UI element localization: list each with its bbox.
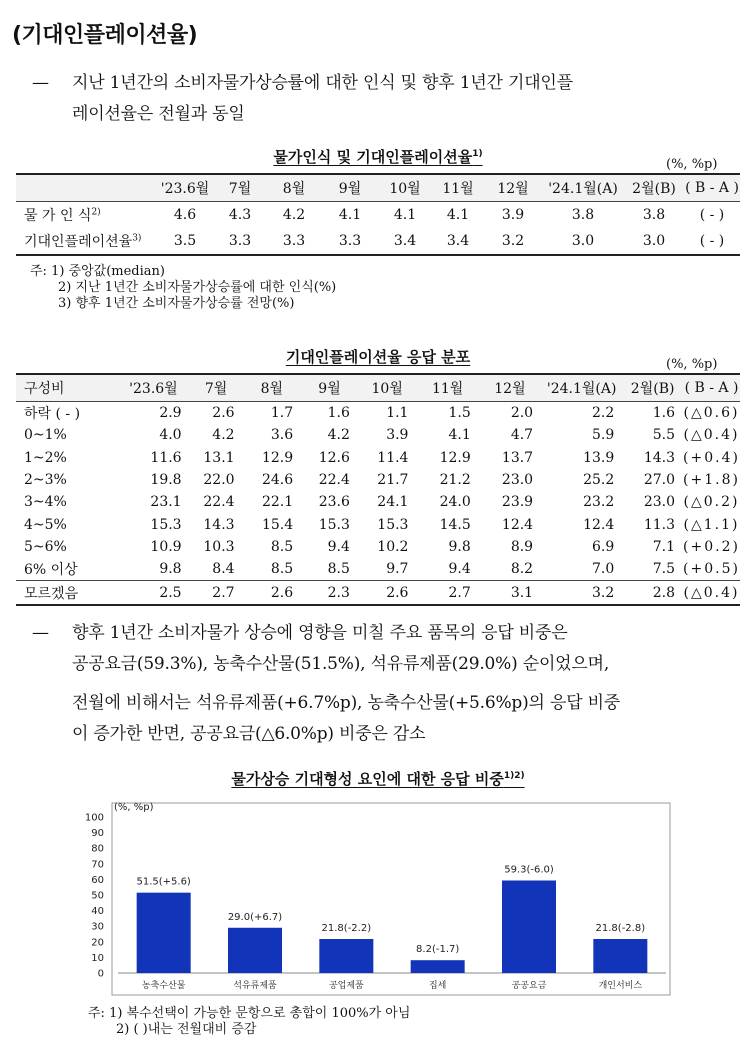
table2-header-cell: 2월(B): [630, 381, 675, 397]
table-cell: 3.2: [501, 233, 525, 249]
table-cell: 4.0: [159, 427, 182, 444]
bullet-dash: —: [32, 623, 49, 643]
table-cell: 12.4: [501, 516, 534, 533]
table-cell: 15.3: [150, 516, 182, 533]
bullet-2-line3: 전월에 비해서는 석유류제품(+6.7%p), 농축수산물(+5.6%p)의 응답 비중: [72, 693, 621, 713]
chart-title: [0, 768, 756, 789]
table-cell: 24.1: [377, 494, 409, 511]
table-cell: 2.7: [448, 584, 471, 601]
table-cell: 19.8: [150, 472, 182, 489]
table-cell: 8.5: [270, 561, 294, 578]
bar-chart: [70, 795, 680, 1005]
table2-title: 기대인플레이션율 응답 분포: [285, 348, 471, 366]
table-cell: 4.6: [173, 207, 197, 223]
row-label: [16, 202, 156, 229]
table-cell: 8.4: [212, 561, 235, 578]
table-cell: 13.1: [203, 449, 235, 466]
table-cell: 11.6: [150, 449, 182, 466]
table1-header-cell: 12월: [497, 181, 529, 197]
table-cell: 8.2: [510, 561, 534, 578]
table1-note-1: 주: 1) 중앙값(median): [30, 264, 165, 279]
bullet-dash: —: [32, 73, 49, 93]
table-cell: 2.6: [270, 584, 294, 601]
table2: [16, 373, 740, 606]
table-row: [16, 581, 740, 605]
table-cell: 3.0: [642, 233, 666, 249]
table-cell: 14.5: [439, 516, 471, 533]
table-cell: 15.3: [377, 516, 409, 533]
table-cell: 3.9: [501, 207, 525, 223]
table-cell: 9.8: [159, 561, 182, 578]
section-title: (기대인플레이션율): [12, 23, 198, 48]
table-cell: 10.9: [150, 538, 182, 555]
table-cell: 13.7: [501, 449, 534, 466]
table-cell: 2.7: [212, 584, 235, 601]
table2-header-cell: 구성비: [24, 381, 65, 397]
table-cell: 27.0: [643, 472, 675, 489]
table-cell: 3.5: [173, 233, 197, 249]
table-cell: 12.4: [583, 516, 615, 533]
table2-header-cell: '24.1월(A): [546, 381, 617, 397]
table-row: [16, 513, 740, 535]
table-cell: 21.7: [377, 472, 409, 489]
y-tick-label: 20: [91, 937, 104, 949]
table-cell: 2.8: [652, 584, 675, 601]
table-row: [16, 536, 740, 558]
table1-header-cell: '23.6월: [160, 181, 210, 197]
table-row: [16, 202, 740, 229]
bullet-2: [32, 618, 752, 748]
table-cell: 8.9: [510, 538, 534, 555]
table2-header-cell: 12월: [494, 381, 526, 397]
table-cell: 4.1: [338, 207, 362, 223]
table-cell: 2.6: [212, 405, 235, 422]
table-cell: 12.6: [318, 449, 350, 466]
table-cell: 1.6: [327, 405, 350, 422]
table-row: [16, 228, 740, 255]
table-cell: 14.3: [643, 449, 675, 466]
table-cell: 3.8: [571, 207, 595, 223]
table-cell: 10.2: [377, 538, 409, 555]
bullet-1: [32, 68, 742, 130]
table-cell: 23.0: [643, 494, 675, 511]
table1-header-cell: ( B - A ): [685, 180, 739, 196]
table2-header-cell: 9월: [318, 381, 341, 397]
table1-header-cell: 11월: [442, 181, 474, 197]
table1-notes: [30, 264, 336, 312]
table-cell: 14.3: [203, 516, 235, 533]
row-label: 2~3%: [24, 472, 67, 489]
table-row: [16, 491, 740, 513]
bar: [319, 939, 373, 973]
table-cell: 9.7: [386, 561, 409, 578]
table-cell: ( - ): [699, 233, 725, 249]
table-cell: 25.2: [583, 472, 615, 489]
table-cell: (+0.4): [683, 449, 740, 466]
data-label: 8.2(-1.7): [416, 944, 460, 956]
y-tick-label: 60: [91, 874, 104, 886]
y-tick-label: 50: [91, 890, 104, 902]
table-cell: 5.9: [591, 427, 615, 444]
row-label: 0~1%: [24, 427, 67, 444]
table-cell: 2.0: [510, 405, 534, 422]
table-cell: 8.5: [270, 538, 294, 555]
y-tick-label: 80: [91, 843, 104, 855]
chart-note-1: 주: 1) 복수선택이 가능한 문항으로 총합이 100%가 아님: [88, 1006, 411, 1021]
table2-header-cell: ( B - A ): [684, 380, 739, 396]
table-cell: 4.2: [212, 427, 235, 444]
chart-title-sup: 1)2): [503, 771, 525, 781]
bar: [593, 939, 647, 973]
bullet-1-line2: 레이션율은 전월과 동일: [72, 104, 245, 124]
table-cell: 1.7: [270, 405, 294, 422]
table-cell: 15.3: [318, 516, 350, 533]
data-label: 51.5(+5.6): [136, 876, 191, 888]
y-tick-label: 40: [91, 906, 104, 918]
x-tick-label: 집세: [428, 981, 447, 991]
bullet-2-line1: 향후 1년간 소비자물가 상승에 영향을 미칠 주요 품목의 응답 비중은: [72, 623, 568, 643]
table2-header-cell: 8월: [260, 381, 284, 397]
table-cell: 22.4: [203, 494, 235, 511]
table-cell: 23.2: [583, 494, 615, 511]
table-cell: 9.4: [448, 561, 471, 578]
x-tick-label: 공업제품: [328, 981, 364, 991]
data-label: 21.8(-2.2): [321, 922, 372, 934]
table-cell: 3.8: [642, 207, 666, 223]
table-row: [16, 402, 740, 425]
table-cell: (+0.5): [683, 561, 740, 578]
chart-note-2: 2) ( )내는 전월대비 증감: [116, 1022, 257, 1037]
y-tick-label: 0: [97, 968, 104, 980]
table-cell: 5.5: [652, 427, 675, 444]
table-cell: 2.3: [327, 584, 350, 601]
bullet-1-line1: 지난 1년간의 소비자물가상승률에 대한 인식 및 향후 1년간 기대인플: [72, 73, 573, 93]
bar: [411, 960, 465, 973]
table-cell: 1.5: [448, 405, 471, 422]
bar: [228, 928, 282, 973]
chart-notes: [88, 1006, 410, 1038]
table2-header-cell: 10월: [371, 381, 403, 397]
table2-unit: (%, %p): [666, 357, 718, 372]
data-label: 29.0(+6.7): [227, 911, 283, 923]
row-label: 5~6%: [24, 538, 67, 555]
table-cell: 2.2: [591, 405, 615, 422]
table-cell: 23.1: [150, 494, 182, 511]
row-label-text: 기대인플레이션율: [24, 234, 133, 250]
row-label: 3~4%: [24, 494, 67, 511]
table1-header-row: [16, 174, 740, 202]
table-cell: 3.9: [386, 427, 409, 444]
x-tick-label: 공공요금: [511, 981, 547, 991]
table-cell: 3.0: [571, 233, 595, 249]
table1-title-sup: 1): [472, 149, 483, 159]
table-cell: 7.1: [652, 538, 675, 555]
table-cell: 24.6: [261, 472, 294, 489]
table-cell: 4.3: [228, 207, 252, 223]
y-tick-label: 70: [91, 859, 104, 871]
table1-note-2: 2) 지난 1년간 소비자물가상승률에 대한 인식(%): [58, 280, 337, 295]
table1-title: [0, 146, 756, 167]
table-row: [16, 558, 740, 581]
table-cell: 8.5: [327, 561, 350, 578]
table1: [16, 173, 740, 256]
table2-header-cell: 7월: [204, 381, 228, 397]
table-row: [16, 424, 740, 446]
table1-header-cell: 2월(B): [632, 181, 676, 197]
y-tick-label: 10: [91, 952, 104, 964]
table-cell: (△0.4): [683, 427, 740, 444]
table-cell: 23.6: [318, 494, 350, 511]
table-cell: 3.3: [338, 233, 362, 249]
table-cell: (△1.1): [683, 516, 740, 533]
table-cell: 3.4: [393, 233, 417, 249]
table1-unit: (%, %p): [666, 157, 718, 172]
table-cell: 23.9: [501, 494, 534, 511]
chart-frame: [112, 803, 670, 995]
table-cell: 4.7: [510, 427, 534, 444]
table2-header-cell: 11월: [431, 381, 464, 397]
table-cell: 6.9: [591, 538, 615, 555]
table-cell: 13.9: [583, 449, 615, 466]
table1-title-text: 물가인식 및 기대인플레이션율: [273, 148, 473, 166]
table-cell: 12.9: [261, 449, 294, 466]
table-cell: 3.6: [270, 427, 294, 444]
table-cell: 2.9: [159, 405, 182, 422]
row-label: 4~5%: [24, 516, 67, 533]
table1-header-cell: 9월: [338, 181, 362, 197]
table1-header-cell: '24.1월(A): [548, 181, 618, 197]
x-tick-label: 석유류제품: [233, 981, 277, 991]
table-cell: 4.1: [446, 207, 470, 223]
chart-title-text: 물가상승 기대형성 요인에 대한 응답 비중: [231, 770, 504, 788]
table-cell: 4.1: [393, 207, 417, 223]
table-cell: 4.1: [448, 427, 471, 444]
table2-header-cell: '23.6월: [129, 381, 178, 397]
table-cell: (△0.4): [683, 584, 740, 601]
bullet-2-line2: 공공요금(59.3%), 농축수산물(51.5%), 석유류제품(29.0%) 순이었으며,: [72, 654, 610, 674]
table-cell: 24.0: [439, 494, 471, 511]
table-cell: (+1.8): [683, 472, 740, 489]
table-cell: 22.0: [203, 472, 235, 489]
table-cell: 11.3: [643, 516, 675, 533]
table1-header-cell: 7월: [228, 181, 252, 197]
data-label: 21.8(-2.8): [595, 922, 646, 934]
y-unit-label: (%, %p): [114, 802, 154, 813]
table-cell: 2.6: [386, 584, 409, 601]
table1-note-3: 3) 향후 1년간 소비자물가상승률 전망(%): [58, 296, 295, 311]
row-label: 하락 ( - ): [24, 406, 81, 423]
bar: [137, 893, 191, 973]
table-cell: 11.4: [377, 449, 409, 466]
row-label-sup: 3): [132, 233, 142, 244]
y-tick-label: 30: [91, 921, 104, 933]
table1-header-cell: [16, 174, 156, 202]
row-label-text: 물 가 인 식: [24, 208, 92, 224]
y-tick-label: 90: [91, 828, 104, 840]
table-cell: 4.2: [327, 427, 350, 444]
table-cell: (△0.6): [683, 405, 740, 422]
row-label: 1~2%: [24, 449, 67, 466]
table-cell: ( - ): [699, 207, 725, 223]
table-cell: 3.4: [446, 233, 470, 249]
table-cell: 1.6: [652, 405, 675, 422]
table-cell: 15.4: [261, 516, 294, 533]
table-cell: 4.2: [282, 207, 306, 223]
table-cell: 7.5: [652, 561, 675, 578]
table-cell: (△0.2): [683, 494, 740, 511]
table-cell: 2.5: [159, 584, 182, 601]
table-cell: 23.0: [501, 472, 534, 489]
table-cell: 21.2: [439, 472, 471, 489]
table-cell: 12.9: [439, 449, 471, 466]
x-tick-label: 농축수산물: [141, 981, 186, 991]
bar: [502, 880, 556, 973]
table-cell: (+0.2): [683, 538, 740, 555]
y-tick-label: 100: [84, 812, 104, 824]
row-label: 6% 이상: [24, 562, 78, 579]
table2-header-row: [16, 374, 740, 402]
row-label: 모르겠음: [24, 585, 79, 602]
table-cell: 3.3: [282, 233, 306, 249]
table-cell: 3.1: [510, 584, 534, 601]
table1-header-cell: 8월: [282, 181, 306, 197]
table-row: [16, 469, 740, 491]
table-cell: 9.4: [327, 538, 350, 555]
table-cell: 3.2: [591, 584, 615, 601]
row-label: [16, 228, 156, 255]
data-label: 59.3(-6.0): [504, 864, 554, 876]
x-tick-label: 개인서비스: [598, 981, 643, 991]
table-cell: 10.3: [203, 538, 235, 555]
table1-header-cell: 10월: [389, 181, 421, 197]
table-cell: 22.4: [318, 472, 350, 489]
table-cell: 7.0: [591, 561, 615, 578]
table-cell: 1.1: [386, 405, 409, 422]
table-cell: 9.8: [448, 538, 471, 555]
table-cell: 22.1: [261, 494, 294, 511]
row-label-sup: 2): [91, 207, 101, 218]
table-cell: 3.3: [228, 233, 252, 249]
bullet-2-line4: 이 증가한 반면, 공공요금(△6.0%p) 비중은 감소: [72, 724, 426, 744]
table-row: [16, 447, 740, 469]
